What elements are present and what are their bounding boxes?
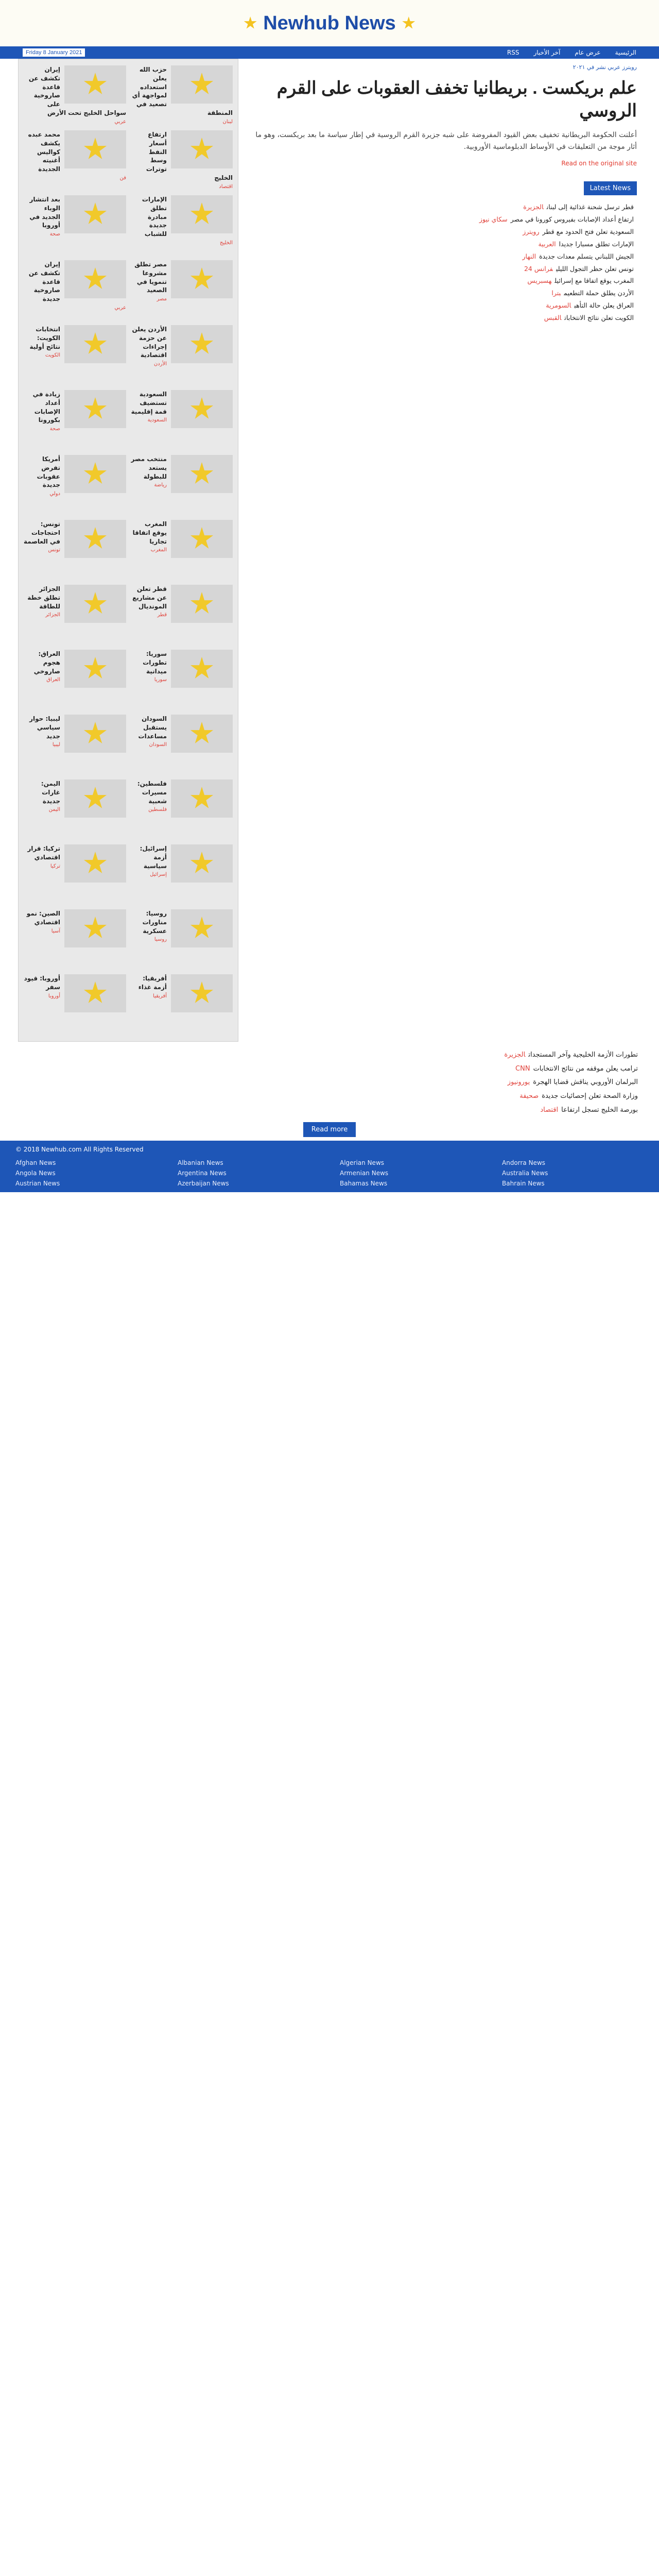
region-links xyxy=(15,1153,644,1187)
card-title[interactable]: السودان يستقبل مساعدات xyxy=(138,715,167,740)
thumbnail-image[interactable] xyxy=(64,455,126,493)
card-tag: صحة xyxy=(49,231,60,238)
card-tag: العراق xyxy=(46,677,60,683)
news-item[interactable] xyxy=(245,287,634,299)
card-title[interactable]: الإمارات تطلق مبادرة جديدة للشباب xyxy=(142,196,167,238)
news-card[interactable] xyxy=(24,520,126,581)
region-link[interactable]: Afghan News xyxy=(15,1159,56,1167)
placeholder-icon xyxy=(83,397,107,421)
thumbnail-image[interactable] xyxy=(171,650,233,688)
news-card[interactable] xyxy=(24,195,126,256)
news-headline[interactable]: العراق يعلن حالة التأهب xyxy=(574,301,634,310)
bottom-news-list xyxy=(18,1049,641,1116)
news-card[interactable] xyxy=(24,390,126,451)
thumbnail-image[interactable] xyxy=(171,130,233,168)
placeholder-icon xyxy=(190,332,214,356)
news-card[interactable] xyxy=(130,585,233,646)
sidebar-grid xyxy=(19,59,238,1041)
news-card[interactable] xyxy=(24,585,126,646)
card-title[interactable]: زيادة في أعداد الإصابات بكورونا xyxy=(32,391,60,424)
placeholder-icon xyxy=(83,981,107,1005)
placeholder-icon xyxy=(190,852,214,875)
card-title[interactable]: اليمن: غارات جديدة xyxy=(41,780,60,805)
region-link[interactable]: Bahamas News xyxy=(340,1180,388,1188)
thumbnail-image[interactable] xyxy=(64,844,126,883)
card-title[interactable]: انتخابات الكويت: نتائج أولية xyxy=(29,326,60,350)
news-item[interactable] xyxy=(245,300,634,311)
placeholder-icon xyxy=(83,722,107,745)
news-headline[interactable]: الأردن يطلق حملة التطعيم xyxy=(564,289,634,297)
placeholder-icon xyxy=(83,267,107,291)
thumbnail-image[interactable] xyxy=(171,325,233,363)
thumbnail-image[interactable] xyxy=(171,65,233,104)
card-tag: سوريا xyxy=(154,677,167,683)
placeholder-icon xyxy=(190,592,214,616)
news-source: صحيفة xyxy=(519,1092,539,1100)
card-tag: إسرائيل xyxy=(150,872,167,878)
news-source: العربية xyxy=(538,240,556,248)
menu-item[interactable]: RSS xyxy=(507,49,519,56)
read-more-button[interactable]: Read more xyxy=(303,1122,356,1137)
thumbnail-image[interactable] xyxy=(64,65,126,104)
news-card[interactable] xyxy=(130,974,233,1035)
region-link[interactable]: Australia News xyxy=(502,1170,548,1177)
placeholder-icon xyxy=(190,73,214,96)
news-item[interactable] xyxy=(245,312,634,324)
card-title[interactable]: إيران تكشف عن قاعدة صاروخية جديدة xyxy=(28,261,60,303)
region-link[interactable]: Azerbaijan News xyxy=(178,1180,229,1188)
card-tag: صحة xyxy=(49,426,60,432)
card-title[interactable]: إيران تكشف عن قاعدة صاروخية على سواحل الخليج تحت الأرض xyxy=(28,66,126,116)
placeholder-icon xyxy=(190,397,214,421)
breadcrumb[interactable]: رويترز عربي نشر في ٢٠٢١ xyxy=(573,64,637,71)
placeholder-icon xyxy=(190,981,214,1005)
sidebar xyxy=(18,59,238,1042)
placeholder-icon xyxy=(190,527,214,551)
card-title[interactable]: ليبيا: حوار سياسي جديد xyxy=(29,715,60,740)
more-news xyxy=(18,1049,641,1133)
card-title[interactable]: قطر تعلن عن مشاريع المونديال xyxy=(132,585,167,610)
news-source: بترا xyxy=(551,289,561,297)
star-icon xyxy=(244,16,257,30)
card-tag: السعودية xyxy=(147,417,167,423)
main-layout xyxy=(18,59,641,1042)
news-card[interactable] xyxy=(130,779,233,840)
site-name: Newhub News xyxy=(263,12,396,34)
thumbnail-image[interactable] xyxy=(64,909,126,947)
thumbnail-image[interactable] xyxy=(64,650,126,688)
placeholder-icon xyxy=(190,138,214,161)
thumbnail-image[interactable] xyxy=(171,779,233,818)
site-header xyxy=(0,0,659,46)
news-headline[interactable]: الكويت تعلن نتائج الانتخابات xyxy=(564,314,634,322)
latest-news-list xyxy=(245,201,637,324)
card-title[interactable]: بعد انتشار الوباء الجديد في أوروبا xyxy=(29,196,60,229)
card-tag: اقتصاد xyxy=(219,183,233,190)
news-card[interactable] xyxy=(130,325,233,386)
news-card[interactable] xyxy=(24,325,126,386)
placeholder-icon xyxy=(83,592,107,616)
latest-news-header xyxy=(245,181,637,195)
card-tag: الجزائر xyxy=(45,612,60,618)
copyright: © 2018 Newhub.com All Rights Reserved xyxy=(15,1146,144,1154)
news-card[interactable] xyxy=(24,650,126,710)
news-card[interactable] xyxy=(130,260,233,321)
news-item[interactable] xyxy=(245,226,634,238)
card-title[interactable]: روسيا: مناورات عسكرية xyxy=(142,910,167,935)
placeholder-icon xyxy=(190,722,214,745)
news-headline[interactable]: وزارة الصحة تعلن إحصائيات جديدة xyxy=(542,1092,638,1100)
thumbnail-image[interactable] xyxy=(64,585,126,623)
card-tag: عربي xyxy=(114,304,126,311)
region-link[interactable]: Austrian News xyxy=(15,1180,60,1188)
news-item[interactable] xyxy=(245,263,634,275)
news-headline[interactable]: تطورات الأزمة الخليجية وآخر المستجدات xyxy=(528,1051,638,1059)
menu-item[interactable]: الرئيسية xyxy=(615,49,636,56)
news-item[interactable] xyxy=(18,1104,638,1117)
thumbnail-image[interactable] xyxy=(171,585,233,623)
card-tag: الكويت xyxy=(45,352,60,359)
card-title[interactable]: الصين: نمو اقتصادي xyxy=(26,910,60,926)
card-tag: الأردن xyxy=(153,361,167,367)
region-link[interactable]: Angola News xyxy=(15,1170,56,1177)
news-card[interactable] xyxy=(130,195,233,256)
news-source: هسبريس xyxy=(527,277,552,285)
placeholder-icon xyxy=(83,787,107,810)
news-card[interactable] xyxy=(130,715,233,775)
news-source: الجزيرة xyxy=(504,1051,526,1059)
news-card[interactable] xyxy=(130,520,233,581)
news-headline[interactable]: قطر ترسل شحنة غذائية إلى لبنان xyxy=(546,203,634,211)
card-title[interactable]: أفريقيا: أزمة غذاء xyxy=(138,975,167,991)
news-card[interactable] xyxy=(24,974,126,1035)
news-headline[interactable]: ترامب يعلن موقفه من نتائج الانتخابات xyxy=(533,1064,638,1073)
news-item[interactable] xyxy=(245,214,634,225)
card-tag: تركيا xyxy=(50,863,60,869)
card-title[interactable]: مصر تطلق مشروعا تنمويا في الصعيد xyxy=(134,261,167,294)
card-title[interactable]: الأردن يعلن عن حزمة إجراءات اقتصادية xyxy=(132,326,167,359)
region-link[interactable]: Algerian News xyxy=(340,1159,385,1167)
region-link[interactable]: Andorra News xyxy=(502,1159,546,1167)
card-tag: السودان xyxy=(149,742,167,748)
card-title[interactable]: تونس: احتجاجات في العاصمة xyxy=(24,520,60,545)
placeholder-icon xyxy=(83,73,107,96)
main-menu xyxy=(507,49,636,56)
news-item[interactable] xyxy=(245,239,634,250)
news-card[interactable] xyxy=(130,455,233,516)
news-card[interactable] xyxy=(24,779,126,840)
news-card[interactable] xyxy=(130,844,233,905)
news-card[interactable] xyxy=(24,130,126,191)
news-source: القبس xyxy=(544,314,562,322)
news-headline[interactable]: السعودية تعلن فتح الحدود مع قطر xyxy=(542,227,634,235)
article-summary: أعلنت الحكومة البريطانية تخفيف بعض القيود المفروضة على شبه جزيرة القرم الروسية في إطار سياسة ما بعد بريكست، وهو ما أثار موجة من التعليقات في الأوساط الدبلوماسية الأوروبية. xyxy=(255,131,637,151)
region-link[interactable]: Albanian News xyxy=(178,1159,223,1167)
card-tag: اليمن xyxy=(48,807,60,813)
star-icon xyxy=(402,16,415,30)
article-title: علم بريكست . بريطانيا تخفف العقوبات على القرم الروسي xyxy=(276,78,637,121)
news-source: CNN xyxy=(515,1064,530,1073)
card-tag: أفريقيا xyxy=(153,993,167,999)
news-card[interactable] xyxy=(130,130,233,191)
card-title[interactable]: ارتفاع أسعار النفط وسط توترات الخليج xyxy=(146,131,233,181)
news-headline[interactable]: الإمارات تطلق مسبارا جديدا xyxy=(559,240,634,248)
read-more-container xyxy=(18,1124,641,1133)
card-tag: عربي xyxy=(114,118,126,125)
thumbnail-image[interactable] xyxy=(64,715,126,753)
news-source: الجزيرة xyxy=(523,203,544,211)
placeholder-icon xyxy=(190,462,214,486)
card-tag: رياضة xyxy=(154,482,167,488)
news-card[interactable] xyxy=(130,65,233,126)
site-logo[interactable] xyxy=(244,12,415,35)
thumbnail-image[interactable] xyxy=(64,779,126,818)
news-item[interactable] xyxy=(18,1076,638,1089)
card-tag: أوروبا xyxy=(48,993,60,999)
thumbnail-image[interactable] xyxy=(64,260,126,298)
read-original-link[interactable]: Read on the original site xyxy=(561,160,637,167)
thumbnail-image[interactable] xyxy=(64,325,126,363)
news-card[interactable] xyxy=(24,844,126,905)
placeholder-icon xyxy=(83,917,107,940)
card-tag: ليبيا xyxy=(52,742,60,748)
news-card[interactable] xyxy=(130,650,233,710)
placeholder-icon xyxy=(83,852,107,875)
menu-item[interactable]: عرض عام xyxy=(575,49,601,56)
news-headline[interactable]: البرلمان الأوروبي يناقش قضايا الهجرة xyxy=(533,1078,638,1087)
news-headline[interactable]: الجيش اللبناني يتسلم معدات جديدة xyxy=(539,252,634,260)
card-title[interactable]: الجزائر تطلق خطة للطاقة xyxy=(27,585,60,610)
current-date: Friday 8 January 2021 xyxy=(23,48,85,57)
news-card[interactable] xyxy=(24,909,126,970)
top-nav-bar xyxy=(0,46,659,59)
news-source: النهار xyxy=(522,252,536,260)
thumbnail-image[interactable] xyxy=(64,195,126,233)
card-tag: مصر xyxy=(157,296,167,302)
card-title[interactable]: أوروبا: قيود سفر xyxy=(24,975,60,991)
news-source: يورونيوز xyxy=(507,1078,530,1087)
card-title[interactable]: العراق: هجوم صاروخي xyxy=(33,650,60,675)
card-title[interactable]: حزب الله يعلن استعداده لمواجهة أي تصعيد في المنطقة xyxy=(132,66,233,116)
thumbnail-image[interactable] xyxy=(64,130,126,168)
placeholder-icon xyxy=(83,462,107,486)
news-headline[interactable]: بورصة الخليج تسجل ارتفاعا xyxy=(561,1106,638,1114)
thumbnail-image[interactable] xyxy=(171,260,233,298)
card-tag: الخليج xyxy=(219,240,233,246)
news-headline[interactable]: المغرب يوقع اتفاقا مع إسرائيل xyxy=(554,277,634,285)
card-tag: لبنان xyxy=(222,118,233,125)
thumbnail-image[interactable] xyxy=(171,715,233,753)
news-card[interactable] xyxy=(130,909,233,970)
card-tag: تونس xyxy=(48,547,60,553)
card-tag: فلسطين xyxy=(148,807,167,813)
placeholder-icon xyxy=(83,138,107,161)
news-item[interactable] xyxy=(245,251,634,262)
news-item[interactable] xyxy=(18,1090,638,1103)
news-source: سكاي نيوز xyxy=(479,215,508,224)
news-item[interactable] xyxy=(245,275,634,286)
card-title[interactable]: محمد عبده يكشف كواليس أغنيته الجديدة xyxy=(28,131,60,173)
latest-news-label: Latest News xyxy=(584,181,637,195)
menu-item[interactable]: آخر الأخبار xyxy=(533,49,561,56)
main-content xyxy=(245,59,641,1042)
region-link[interactable]: Argentina News xyxy=(178,1170,227,1177)
footer xyxy=(0,1141,659,1192)
news-item[interactable] xyxy=(18,1063,638,1076)
card-title[interactable]: إسرائيل: أزمة سياسية xyxy=(140,845,167,870)
thumbnail-image[interactable] xyxy=(64,520,126,558)
news-item[interactable] xyxy=(245,201,634,213)
news-card[interactable] xyxy=(24,715,126,775)
card-title[interactable]: تركيا: قرار اقتصادي xyxy=(27,845,60,861)
news-source: السومرية xyxy=(546,301,571,310)
placeholder-icon xyxy=(190,202,214,226)
thumbnail-image[interactable] xyxy=(171,520,233,558)
card-tag: دولي xyxy=(49,491,60,497)
card-title[interactable]: سوريا: تطورات ميدانية xyxy=(143,650,167,675)
region-link[interactable]: Armenian News xyxy=(340,1170,389,1177)
placeholder-icon xyxy=(190,787,214,810)
card-tag: آسيا xyxy=(51,928,60,934)
placeholder-icon xyxy=(83,527,107,551)
card-title[interactable]: فلسطين: مسيرات شعبية xyxy=(137,780,167,805)
card-tag: المغرب xyxy=(150,547,167,553)
thumbnail-image[interactable] xyxy=(171,195,233,233)
news-card[interactable] xyxy=(24,455,126,516)
card-tag: فن xyxy=(119,175,126,181)
placeholder-icon xyxy=(190,267,214,291)
news-source: رويترز xyxy=(523,227,540,235)
thumbnail-image[interactable] xyxy=(64,390,126,428)
placeholder-icon xyxy=(83,332,107,356)
news-card[interactable] xyxy=(24,65,126,126)
placeholder-icon xyxy=(83,657,107,681)
card-title[interactable]: المغرب يوقع اتفاقا تجاريا xyxy=(132,520,167,545)
card-title[interactable]: أمريكا تفرض عقوبات جديدة xyxy=(37,455,60,489)
news-source: فرانس 24 xyxy=(524,264,553,273)
card-tag: روسيا xyxy=(154,937,167,943)
card-title[interactable]: السعودية تستضيف قمة إقليمية xyxy=(131,391,167,415)
thumbnail-image[interactable] xyxy=(171,909,233,947)
news-card[interactable] xyxy=(24,260,126,321)
news-headline[interactable]: ارتفاع أعداد الإصابات بفيروس كورونا في مصر xyxy=(510,215,634,224)
thumbnail-image[interactable] xyxy=(171,455,233,493)
news-source: اقتصاد xyxy=(540,1106,559,1114)
card-tag: قطر xyxy=(157,612,167,618)
placeholder-icon xyxy=(83,202,107,226)
card-title[interactable]: منتخب مصر يستعد للبطولة xyxy=(131,455,167,480)
news-card[interactable] xyxy=(130,390,233,451)
thumbnail-image[interactable] xyxy=(171,390,233,428)
news-item[interactable] xyxy=(18,1049,638,1062)
placeholder-icon xyxy=(190,917,214,940)
region-link[interactable]: Bahrain News xyxy=(502,1180,545,1188)
news-headline[interactable]: تونس تعلن حظر التجول الليلي xyxy=(556,264,634,273)
thumbnail-image[interactable] xyxy=(171,844,233,883)
thumbnail-image[interactable] xyxy=(171,974,233,1012)
placeholder-icon xyxy=(190,657,214,681)
thumbnail-image[interactable] xyxy=(64,974,126,1012)
